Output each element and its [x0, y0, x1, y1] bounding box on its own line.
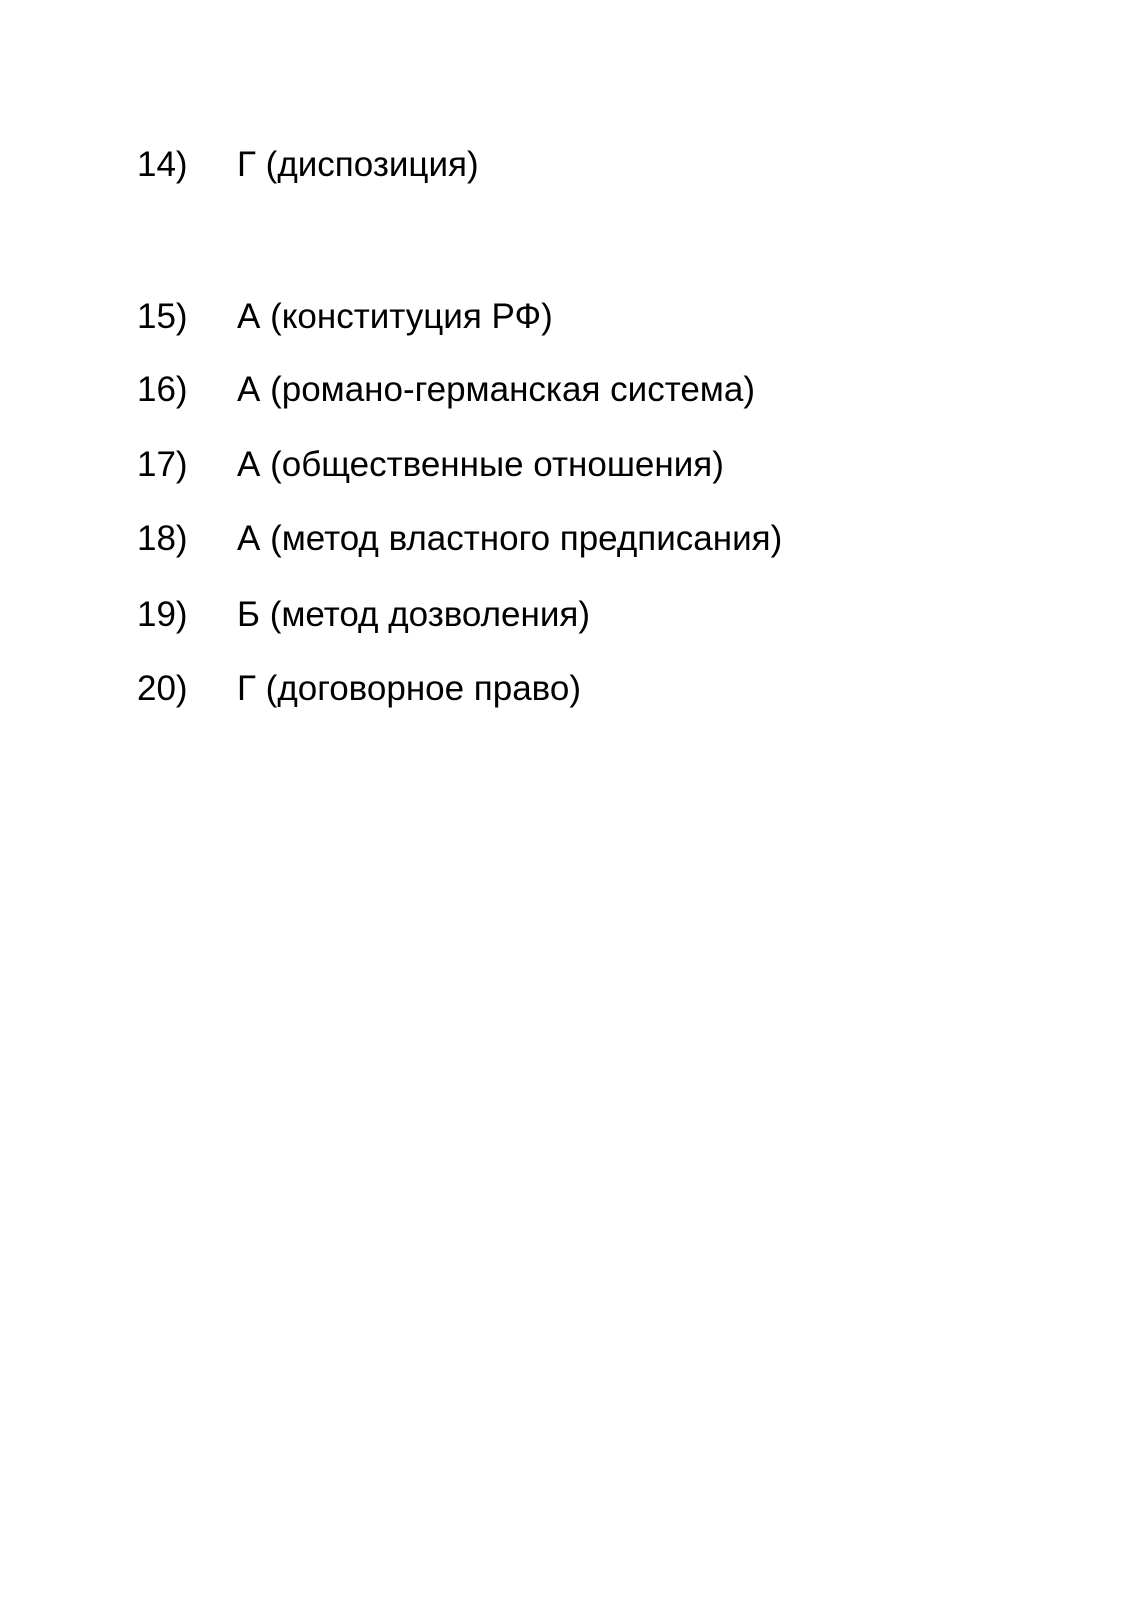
answer-text: А (конституция РФ) [237, 297, 553, 336]
answer-item-20 [137, 664, 581, 714]
answer-text: А (метод властного предписания) [237, 519, 783, 558]
answer-text: Г (договорное право) [237, 669, 582, 708]
answer-text: Г (диспозиция) [237, 145, 479, 184]
answer-item-15 [137, 292, 553, 342]
answer-text: Б (метод дозволения) [237, 595, 591, 634]
answer-number: 16) [137, 370, 188, 409]
answer-number: 18) [137, 519, 188, 558]
answer-number: 20) [137, 669, 188, 708]
answer-item-19 [137, 590, 590, 640]
answer-item-17 [137, 440, 724, 490]
answer-number: 19) [137, 595, 188, 634]
answer-number: 15) [137, 297, 188, 336]
answer-item-18 [137, 514, 782, 564]
answer-item-16 [137, 365, 755, 415]
answer-text: А (общественные отношения) [237, 445, 724, 484]
answer-number: 14) [137, 145, 188, 184]
answer-text: А (романо-германская система) [237, 370, 755, 409]
answer-item-14 [137, 140, 479, 190]
answer-number: 17) [137, 445, 188, 484]
